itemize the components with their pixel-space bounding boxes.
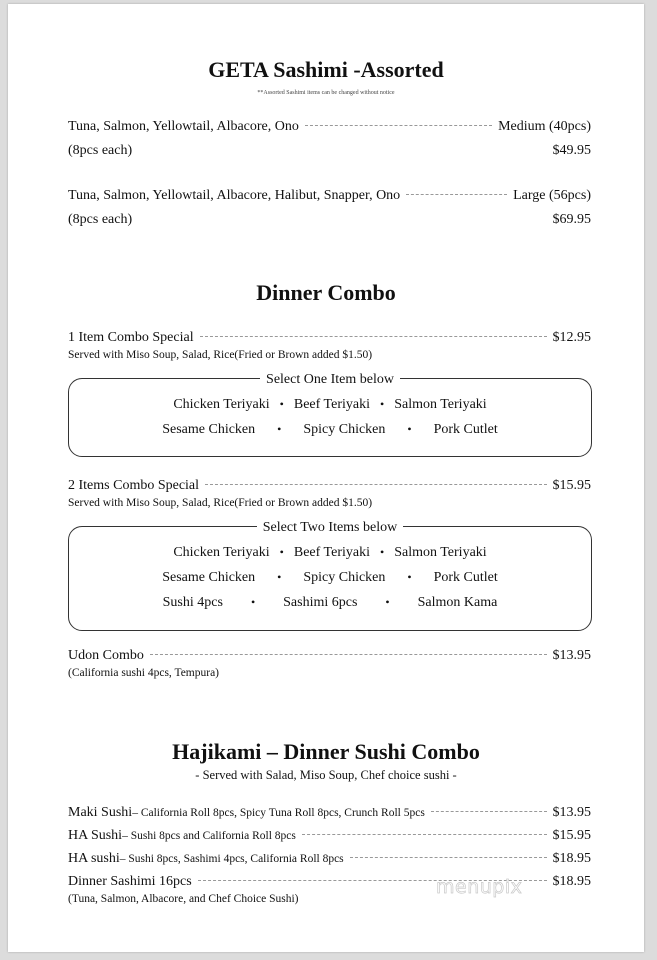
dinner-combo-title: Dinner Combo: [256, 280, 396, 305]
item-each: (8pcs each): [68, 143, 133, 158]
option: Beef Teriyaki: [293, 397, 370, 412]
dotted-leader: [302, 834, 547, 835]
bullet-icon: •: [407, 422, 412, 436]
option: Pork Cutlet: [433, 570, 498, 585]
item-price: $69.95: [552, 212, 591, 227]
one-item-combo-desc: Served with Miso Soup, Salad, Rice(Fried or Brown added $1.50): [68, 349, 373, 361]
item-desc: – Sushi 8pcs and California Roll 8pcs: [122, 830, 296, 842]
menu-page: [8, 4, 644, 952]
bullet-icon: •: [380, 397, 385, 411]
item-price: $13.95: [552, 805, 591, 820]
item-name: 2 Items Combo Special: [68, 478, 200, 493]
item-price: $15.95: [552, 478, 591, 493]
option: Beef Teriyaki: [293, 545, 370, 560]
item-name: Tuna, Salmon, Yellowtail, Albacore, Ono: [68, 119, 299, 134]
two-items-combo-desc: Served with Miso Soup, Salad, Rice(Fried or Brown added $1.50): [68, 497, 373, 509]
option-row: [69, 570, 591, 586]
option: Salmon Teriyaki: [394, 397, 487, 412]
sashimi-title: GETA Sashimi -Assorted: [208, 57, 444, 82]
dinner-sashimi-desc: (Tuna, Salmon, Albacore, and Chef Choice Sushi): [68, 893, 299, 905]
bullet-icon: •: [277, 570, 282, 584]
dotted-leader: [431, 811, 547, 812]
item-price: $18.95: [552, 874, 591, 889]
sashimi-large-price-row: [68, 212, 591, 228]
dotted-leader: [350, 857, 547, 858]
item-each: (8pcs each): [68, 212, 133, 227]
box-title: Select Two Items below: [69, 518, 591, 536]
dotted-leader: [305, 125, 492, 126]
item-size: Medium (40pcs): [498, 119, 591, 134]
sashimi-medium-row: [68, 119, 591, 135]
item-name: Tuna, Salmon, Yellowtail, Albacore, Halibut, Snapper, Ono: [68, 188, 401, 203]
dotted-leader: [200, 336, 547, 337]
item-name: Udon Combo: [68, 648, 144, 663]
option-row: [69, 397, 591, 413]
one-item-options-box: [68, 372, 592, 457]
hajikami-item-row: [68, 805, 591, 821]
dotted-leader: [406, 194, 507, 195]
sashimi-note: **Assorted Sashimi items can be changed without notice: [257, 90, 395, 96]
option: Chicken Teriyaki: [173, 545, 270, 560]
bullet-icon: •: [279, 545, 284, 559]
hajikami-item-row: [68, 851, 591, 867]
bullet-icon: •: [380, 545, 385, 559]
sashimi-large-row: [68, 188, 591, 204]
item-price: $13.95: [552, 648, 591, 663]
option: Salmon Kama: [417, 595, 498, 610]
bullet-icon: •: [250, 595, 256, 609]
item-price: $18.95: [552, 851, 591, 866]
udon-combo-row: [68, 648, 591, 664]
bullet-icon: •: [277, 422, 282, 436]
hajikami-item-row: [68, 828, 591, 844]
item-price: $49.95: [552, 143, 591, 158]
option-row: [69, 422, 591, 438]
bullet-icon: •: [279, 397, 284, 411]
option: Sesame Chicken: [162, 570, 256, 585]
option: Sushi 4pcs: [162, 595, 223, 610]
item-desc: – California Roll 8pcs, Spicy Tuna Roll 8pcs, Crunch Roll 5pcs: [132, 807, 425, 819]
hajikami-subtitle: - Served with Salad, Miso Soup, Chef choice sushi -: [195, 768, 457, 782]
item-name: Dinner Sashimi 16pcs: [68, 874, 192, 889]
option: Sesame Chicken: [162, 422, 256, 437]
box-title: Select One Item below: [69, 370, 591, 388]
item-name: HA Sushi: [68, 828, 123, 843]
item-name: Maki Sushi: [68, 805, 133, 820]
dotted-leader: [150, 654, 547, 655]
hajikami-title: Hajikami – Dinner Sushi Combo: [172, 739, 480, 764]
option: Spicy Chicken: [303, 422, 386, 437]
udon-combo-desc: (California sushi 4pcs, Tempura): [68, 667, 220, 679]
two-items-options-box: [68, 520, 592, 631]
item-desc: – Sushi 8pcs, Sashimi 4pcs, California Roll 8pcs: [119, 853, 344, 865]
menupix-watermark: menupix: [436, 876, 523, 898]
sashimi-medium-price-row: [68, 143, 591, 159]
option: Sashimi 6pcs: [283, 595, 358, 610]
option: Pork Cutlet: [433, 422, 498, 437]
two-items-combo-row: [68, 478, 591, 494]
item-price: $15.95: [552, 828, 591, 843]
option: Chicken Teriyaki: [173, 397, 270, 412]
option: Salmon Teriyaki: [394, 545, 487, 560]
item-size: Large (56pcs): [513, 188, 591, 203]
dotted-leader: [205, 484, 546, 485]
bullet-icon: •: [407, 570, 412, 584]
one-item-combo-row: [68, 330, 591, 346]
option-row: [69, 545, 591, 561]
option-row: [69, 595, 591, 611]
option: Spicy Chicken: [303, 570, 386, 585]
bullet-icon: •: [385, 595, 390, 609]
item-name: 1 Item Combo Special: [68, 330, 194, 345]
item-name: HA sushi: [68, 851, 120, 866]
item-price: $12.95: [552, 330, 591, 345]
